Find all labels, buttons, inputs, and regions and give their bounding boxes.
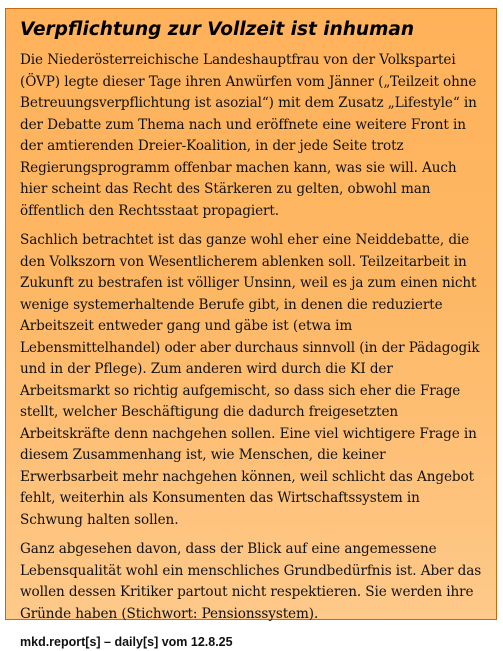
article-title: Verpflichtung zur Vollzeit ist inhuman <box>20 19 415 40</box>
article-paragraph-2: Sachlich betrachtet ist das ganze wohl eher eine Neiddebatte, die den Volkszorn von Wesentlicherem ablenken soll. Teilzeitarbeit in Zukunft zu bestrafen ist völliger Unsinn, weil es ja zum einen nicht wenige systemerhaltende Berufe gibt, in denen die reduzierte Arbeitszeit entweder gang und gäbe ist (etwa im Lebensmittelhandel) oder aber durchaus sinnvoll (in der Pädagogik und in der Pflege). Zum anderen wird durch die KI der Arbeitsmarkt so richtig aufgemischt, so dass sich eher die Frage stellt, welcher Beschäftigung die dadurch freigesetzten Arbeitskräfte denn nachgehen sollen. Eine viel wichtigere Frage in diesem Zusammenhang ist, wie Menschen, die keiner Erwerbsarbeit mehr nachgehen können, weil schlicht das Angebot fehlt, weiterhin als Konsumenten das Wirtschaftssystem in Schwung halten sollen. <box>20 232 480 528</box>
article-paragraph-1: Die Niederösterreichische Landeshauptfrau von der Volkspartei (ÖVP) legte dieser Tage ihren Anwürfen vom Jänner („Teilzeit ohne Betreuungsverpflichtung ist asozial“) mit dem Zusatz „Lifestyle“ in der Debatte zum Thema nach und eröffnete eine weitere Front in der amtierenden Dreier-Koalition, in der jede Seite trotz Regierungsprogramm offenbar machen kann, was sie will. Auch hier scheint das Recht des Stärkeren zu gelten, obwohl man öffentlich den Rechtsstaat propagiert. <box>20 52 477 219</box>
article-source: mkd.report[s] – daily[s] vom 12.8.25 <box>20 635 233 649</box>
article-paragraph-3: Ganz abgesehen davon, dass der Blick auf eine angemessene Lebensqualität wohl ein menschliches Grundbedürfnis ist. Aber das wollen dessen Kritiker partout nicht respektieren. Sie werden ihre Gründe haben (Stichwort: Pensionssystem). <box>20 541 482 622</box>
article-card <box>5 8 497 649</box>
